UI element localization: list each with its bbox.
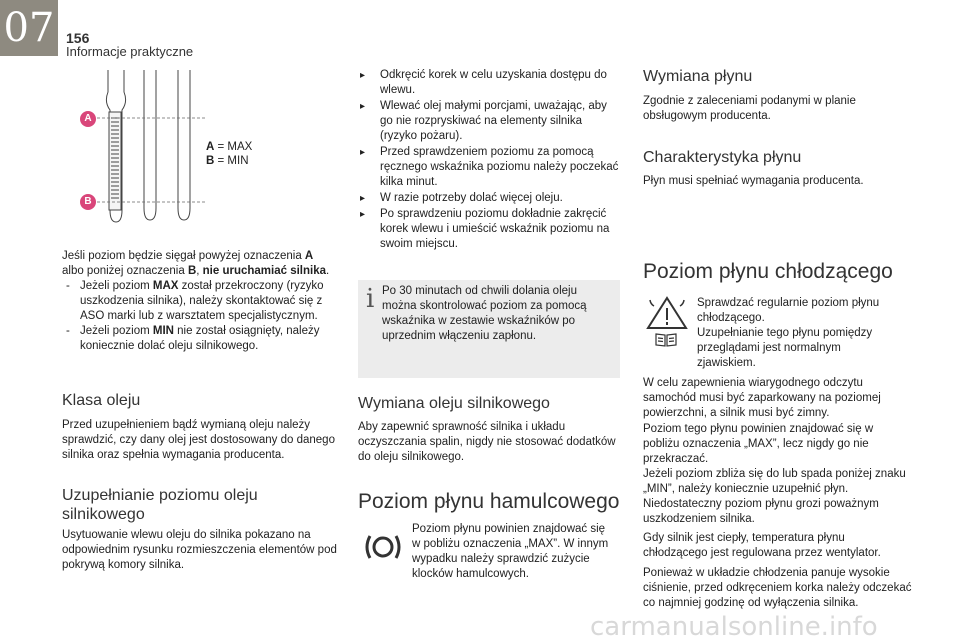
list-item: ▸ Przed sprawdzeniem poziomu za pomocą ręcznego wskaźnika poziomu należy poczekać kilka minut. (360, 146, 619, 188)
heading-klasa-oleju: Klasa oleju (62, 392, 141, 409)
dash-item-min: - Jeżeli poziom MIN nie został osiągnięty, należy koniecznie dolać oleju silnikowego. (66, 325, 320, 352)
oil-level-warning: Jeśli poziom będzie sięgał powyżej oznaczenia A albo poniżej oznaczenia B, nie uruchamiać silnika. - Jeżeli poziom MAX został przekroczony (ryzyko uszkodzenia silnika), należy skontaktować się z ASO marki lub z warsztatem specjalistycznym. - Jeżeli poziom MIN nie został osiągnięty, należy koniecznie dolać oleju silnikowego. (62, 249, 337, 354)
dash-item-max: - Jeżeli poziom MAX został przekroczony (ryzyko uszkodzenia silnika), należy skontaktować się z ASO marki lub z warsztatem specjalistycznym. (66, 280, 324, 322)
list-item: ▸ Odkręcić korek w celu uzyskania dostępu do wlewu. (360, 69, 607, 96)
oil-fill-steps (358, 68, 620, 253)
wymiana-plynu-text: Zgodnie z zaleceniami podanymi w planie obsługowym producenta. (643, 95, 856, 122)
wymiana-oleju-text: Aby zapewnić sprawność silnika i układu oczyszczania spalin, nigdy nie stosować dodatków do oleju silnikowego. (358, 421, 616, 463)
page-number: 156 (66, 30, 90, 46)
heading-uzupelnianie-oleju: Uzupełnianie poziomu oleju silnikowego (62, 487, 258, 523)
hamulc-text: Poziom płynu powinien znajdować się w pobliżu oznaczenia „MAX”. W innym wypadku należy sprawdzić zużycie klocków hamulcowych. (412, 523, 609, 580)
list-item: ▸ W razie potrzeby dolać więcej oleju. (360, 192, 563, 204)
uzupelnianie-oleju-text: Usytuowanie wlewu oleju do silnika pokazano na odpowiednim rysunku rozmieszczenia elementów pod pokrywą komory silnika. (62, 529, 337, 571)
heading-plyn-chlodzacy: Poziom płynu chłodzącego (643, 260, 893, 283)
bullet-arrow-icon: ▸ (360, 193, 366, 204)
coolant-warning-icon (646, 296, 688, 330)
brake-warning-icon (364, 532, 402, 562)
heading-wymiana-oleju: Wymiana oleju silnikowego (358, 395, 550, 412)
dipstick-illustration (78, 70, 208, 230)
chlodz-icon-text: Sprawdzać regularnie poziom płynu chłodzącego. Uzupełnianie tego płynu pomiędzy przeglądami jest normalnym zjawiskiem. (697, 297, 880, 369)
chlodz-p1: W celu zapewnienia wiarygodnego odczytu samochód musi być zaparkowany na poziomej powierzchni, a silnik musi być zimny. (643, 377, 881, 419)
list-item: ▸ Wlewać olej małymi porcjami, uważając, aby go nie rozpryskiwać na elementy silnika (ryzyko pożaru). (360, 100, 607, 142)
bullet-arrow-icon: ▸ (360, 147, 366, 158)
marker-b: B (80, 194, 96, 210)
charakterystyka-text: Płyn musi spełniać wymagania producenta. (643, 175, 864, 187)
heading-charakterystyka: Charakterystyka płynu (643, 149, 802, 166)
heading-plyn-hamulcowy: Poziom płynu hamulcowego (358, 490, 620, 513)
bullet-arrow-icon: ▸ (360, 70, 366, 81)
marker-a: A (80, 111, 96, 127)
section-title: Informacje praktyczne (66, 44, 194, 59)
klasa-oleju-text: Przed uzupełnieniem bądź wymianą oleju należy sprawdzić, czy dany olej jest dostosowany do danego silnika oraz spełnia wymagania producenta. (62, 419, 335, 461)
list-item: ▸ Po sprawdzeniu poziomu dokładnie zakręcić korek wlewu i umieścić wskaźnik poziomu na swoim miejscu. (360, 208, 610, 250)
info-icon: i (366, 284, 375, 314)
watermark: carmanualsonline.info (590, 612, 878, 642)
chapter-badge: 07 (0, 0, 58, 56)
manual-book-icon (654, 332, 678, 348)
heading-wymiana-plynu: Wymiana płynu (643, 68, 753, 85)
chlodz-p4: Ponieważ w układzie chłodzenia panuje wysokie ciśnienie, przed odkręceniem korka należy odczekać co najmniej godzinę od wyłączenia silnika. (643, 567, 912, 609)
bullet-arrow-icon: ▸ (360, 101, 366, 112)
info-box-text: Po 30 minutach od chwili dolania oleju można skontrolować poziom za pomocą wskaźnika w zestawie wskaźników po uprzednim włączeniu zapłonu. (382, 285, 587, 342)
bullet-arrow-icon: ▸ (360, 209, 366, 220)
dipstick-legend: A = MAX B = MIN (206, 141, 253, 167)
chlodz-p3: Gdy silnik jest ciepły, temperatura płynu chłodzącego jest regulowana przez wentylator. (643, 532, 881, 559)
chlodz-p2: Poziom tego płynu powinien znajdować się w pobliżu oznaczenia „MAX”, lecz nigdy go nie przekraczać. Jeżeli poziom zbliża się do lub spada poniżej znaku „MIN”, należy koniecznie uzupełnić płyn. Niedostateczny poziom płynu grozi poważnym uszkodzeniem silnika. (643, 423, 906, 525)
